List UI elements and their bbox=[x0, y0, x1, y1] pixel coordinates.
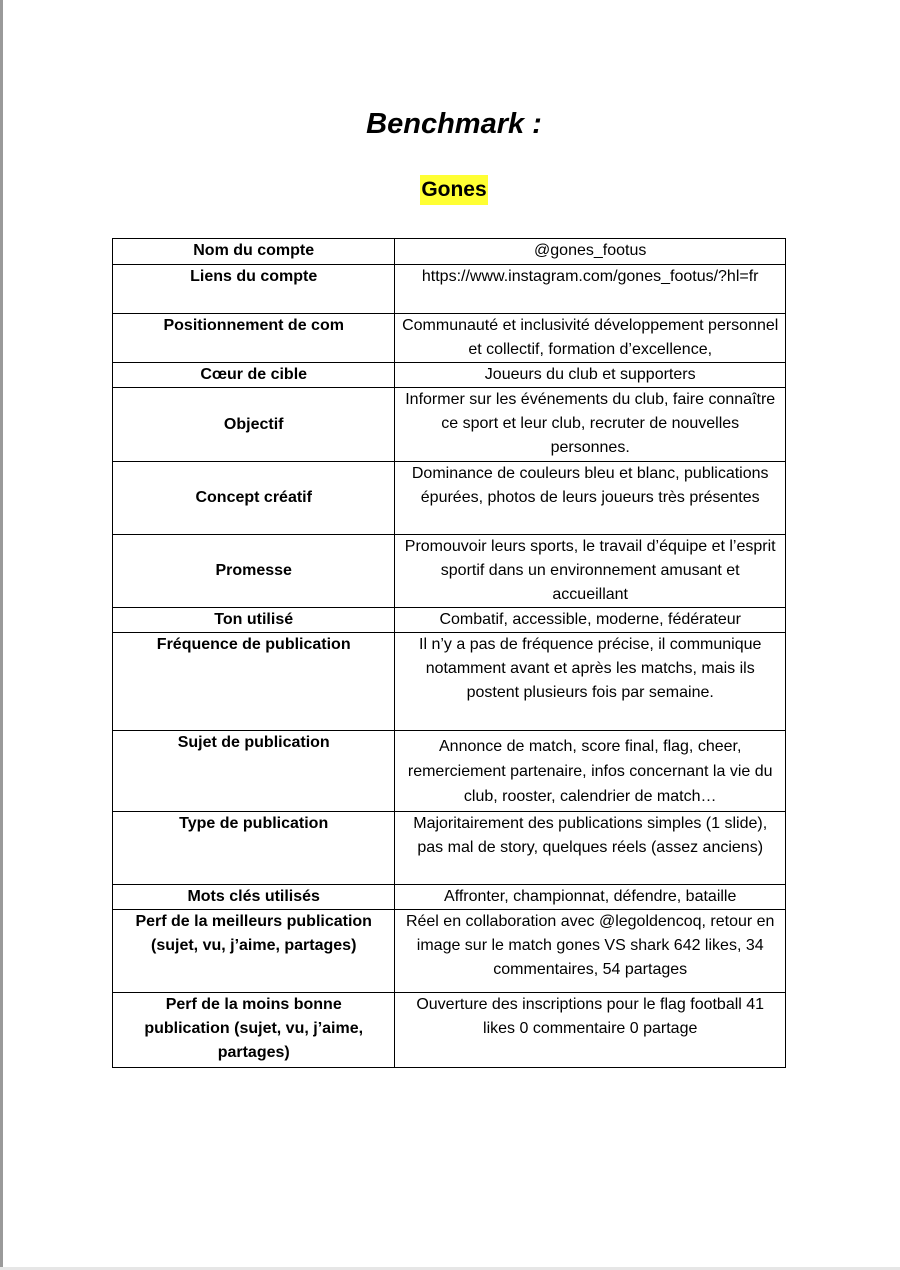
document-title: Benchmark : bbox=[366, 108, 542, 140]
row-value: Communauté et inclusivité développement personnel et collectif, formation d’excellence, bbox=[395, 314, 786, 363]
row-value: Joueurs du club et supporters bbox=[395, 363, 786, 388]
table-row-account-link bbox=[113, 265, 786, 314]
row-label: Concept créatif bbox=[113, 462, 395, 535]
table-row-worst-performance bbox=[113, 993, 786, 1068]
row-label: Objectif bbox=[113, 388, 395, 462]
row-label: Cœur de cible bbox=[113, 363, 395, 388]
row-value: Affronter, championnat, défendre, bataille bbox=[395, 885, 786, 910]
row-value: Majoritairement des publications simples (1 slide), pas mal de story, quelques réels (assez anciens) bbox=[395, 812, 786, 885]
subtitle-wrapper bbox=[0, 175, 900, 205]
table-row-keywords bbox=[113, 885, 786, 910]
row-label: Liens du compte bbox=[113, 265, 395, 314]
table-row-promise bbox=[113, 535, 786, 608]
row-value: @gones_footus bbox=[395, 239, 786, 265]
table-row-account-name bbox=[113, 239, 786, 265]
table-row-frequency bbox=[113, 633, 786, 731]
row-value: Annonce de match, score final, flag, cheer, remerciement partenaire, infos concernant la vie du club, rooster, calendrier de match… bbox=[395, 731, 786, 812]
table-row-positioning bbox=[113, 314, 786, 363]
row-label: Positionnement de com bbox=[113, 314, 395, 363]
row-label: Perf de la meilleurs publication (sujet, vu, j’aime, partages) bbox=[113, 910, 395, 993]
row-value: Il n’y a pas de fréquence précise, il communique notamment avant et après les matchs, mais ils postent plusieurs fois par semaine. bbox=[395, 633, 786, 731]
row-label: Fréquence de publication bbox=[113, 633, 395, 731]
row-value: https://www.instagram.com/gones_footus/?hl=fr bbox=[395, 265, 786, 314]
row-value: Dominance de couleurs bleu et blanc, publications épurées, photos de leurs joueurs très présentes bbox=[395, 462, 786, 535]
row-value: Informer sur les événements du club, faire connaître ce sport et leur club, recruter de nouvelles personnes. bbox=[395, 388, 786, 462]
row-label: Nom du compte bbox=[113, 239, 395, 265]
document-subtitle-highlighted: Gones bbox=[420, 175, 487, 205]
row-label: Mots clés utilisés bbox=[113, 885, 395, 910]
row-value: Réel en collaboration avec @legoldencoq, retour en image sur le match gones VS shark 642 likes, 34 commentaires, 54 partages bbox=[395, 910, 786, 993]
row-value: Combatif, accessible, moderne, fédérateur bbox=[395, 608, 786, 633]
row-label: Ton utilisé bbox=[113, 608, 395, 633]
table-row-type bbox=[113, 812, 786, 885]
row-label: Sujet de publication bbox=[113, 731, 395, 812]
row-label: Type de publication bbox=[113, 812, 395, 885]
row-value: Promouvoir leurs sports, le travail d’équipe et l’esprit sportif dans un environnement amusant et accueillant bbox=[395, 535, 786, 608]
row-label: Promesse bbox=[113, 535, 395, 608]
row-value: Ouverture des inscriptions pour le flag football 41 likes 0 commentaire 0 partage bbox=[395, 993, 786, 1068]
table-row-best-performance bbox=[113, 910, 786, 993]
table-row-tone bbox=[113, 608, 786, 633]
row-label: Perf de la moins bonne publication (sujet, vu, j’aime, partages) bbox=[113, 993, 395, 1068]
table-row-objective bbox=[113, 388, 786, 462]
table-row-subject bbox=[113, 731, 786, 812]
benchmark-table bbox=[112, 238, 786, 1068]
table-row-target bbox=[113, 363, 786, 388]
table-row-creative-concept bbox=[113, 462, 786, 535]
